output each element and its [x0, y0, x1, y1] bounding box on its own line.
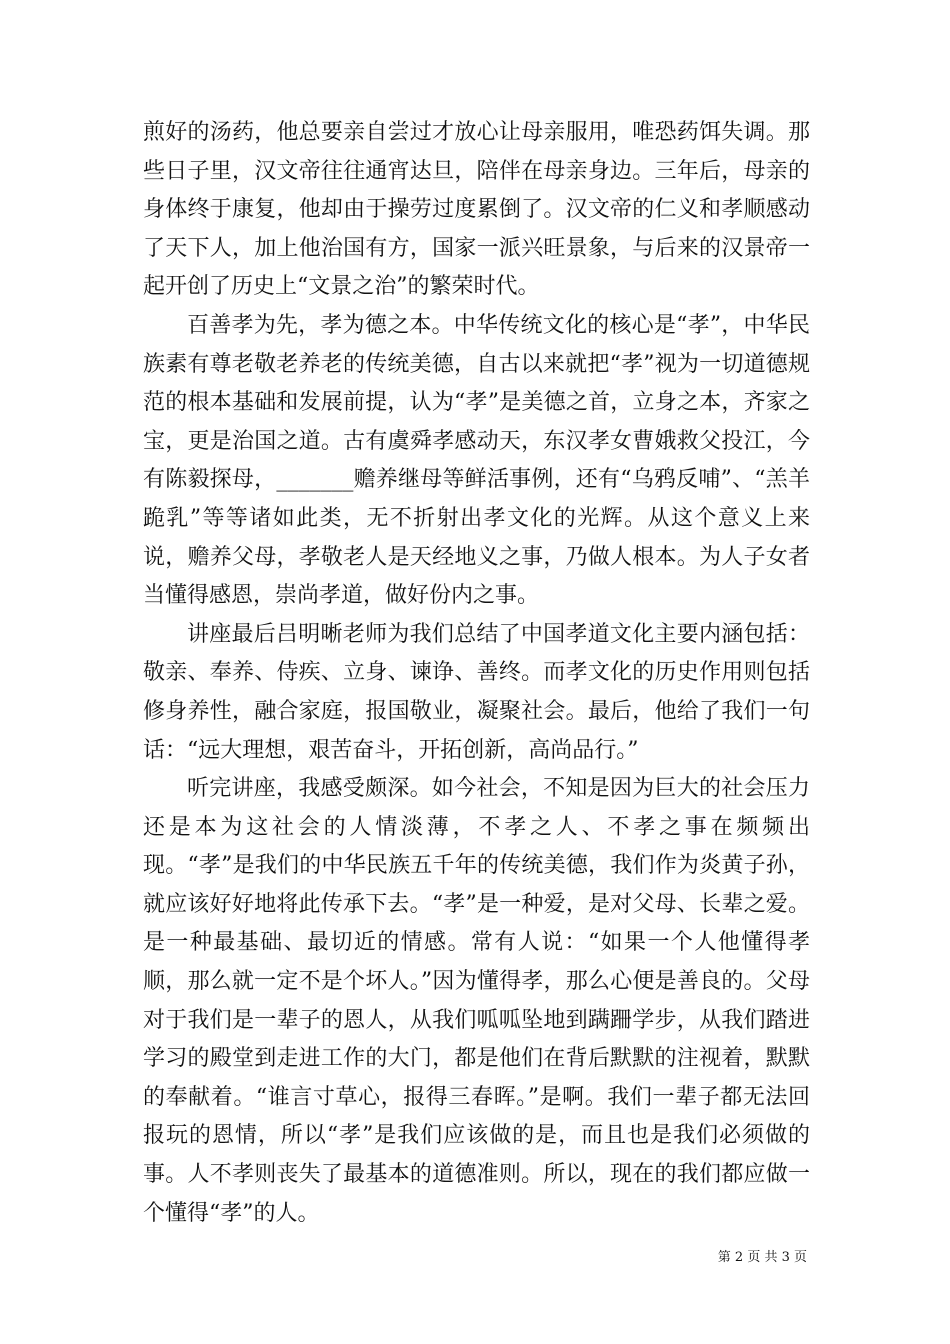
paragraph-continuation: 煎好的汤药，他总要亲自尝过才放心让母亲服用，唯恐药饵失调。那些日子里，汉文帝往往通宵达旦，陪伴在母亲身边。三年后，母亲的身体终于康复，他却由于操劳过度累倒了。汉文帝的仁义和孝顺感动了天下人，加上他治国有方，国家一派兴旺景象，与后来的汉景帝一起开创了历史上“文景之治”的繁荣时代。	[143, 120, 810, 300]
paragraph-filial-piety-core: 百善孝为先，孝为德之本。中华传统文化的核心是“孝”，中华民族素有尊老敬老养老的传统美德，自古以来就把“孝”视为一切道德规范的根本基础和发展前提，认为“孝”是美德之首，立身之本，齐家之宝，更是治国之道。古有虞舜孝感动天，东汉孝女曹娥救父投江，今有陈毅探母，_______赡养继母等鲜活事例，还有“乌鸦反哺”、“羔羊跪乳”等等诸如此类，无不折射出孝文化的光辉。从这个意义上来说，赡养父母，孝敬老人是天经地义之事，乃做人根本。为人子女者当懂得感恩，崇尚孝道，做好份内之事。	[143, 312, 810, 609]
document-body	[143, 114, 810, 1233]
paragraph-lecture-summary: 讲座最后吕明晰老师为我们总结了中国孝道文化主要内涵包括：敬亲、奉养、侍疾、立身、谏诤、善终。而孝文化的历史作用则包括修身养性，融合家庭，报国敬业，凝聚社会。最后，他给了我们一句话：“远大理想，艰苦奋斗，开拓创新，高尚品行。”	[143, 621, 810, 763]
page-number: 第 2 页 共 3 页	[717, 1250, 807, 1265]
paragraph-reflection: 听完讲座，我感受颇深。如今社会，不知是因为巨大的社会压力还是本为这社会的人情淡薄，不孝之人、不孝之事在频频出现。“孝”是我们的中华民族五千年的传统美德，我们作为炎黄子孙，就应该好好地将此传承下去。“孝”是一种爱，是对父母、长辈之爱。是一种最基础、最切近的情感。常有人说：“如果一个人他懂得孝顺，那么就一定不是个坏人。”因为懂得孝，那么心便是善良的。父母对于我们是一辈子的恩人，从我们呱呱坠地到蹒跚学步，从我们踏进学习的殿堂到走进工作的大门，都是他们在背后默默的注视着，默默的奉献着。“谁言寸草心，报得三春晖。”是啊。我们一辈子都无法回报玩的恩情，所以“孝”是我们应该做的是，而且也是我们必须做的事。人不孝则丧失了最基本的道德准则。所以，现在的我们都应做一个懂得“孝”的人。	[143, 776, 810, 1226]
